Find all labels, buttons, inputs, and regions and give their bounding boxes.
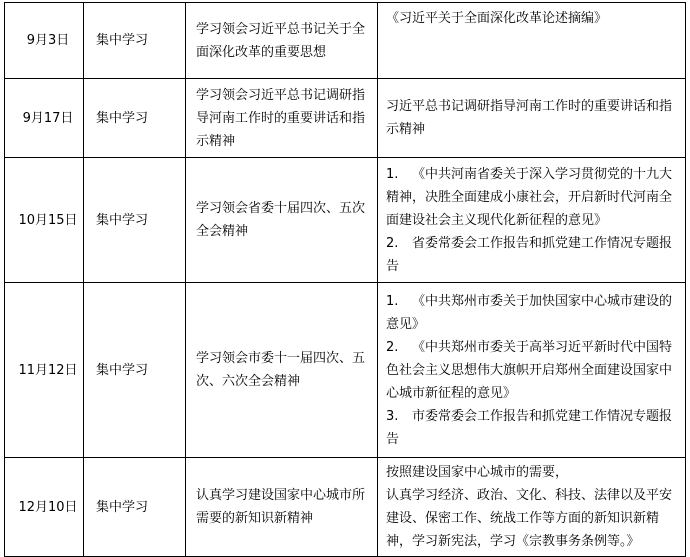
item-text: 《中共河南省委关于深入学习贯彻党的十九大精神，决胜全面建成小康社会，开启新时代河南全面建设社会主义现代化新征程的意见》 <box>386 166 673 228</box>
topic-cell: 学习领会习近平总书记关于全面深化改革的重要思想 <box>186 3 378 79</box>
content-line: 按照建设国家中心城市的需要， <box>386 465 569 480</box>
list-item <box>386 405 680 451</box>
table-row <box>5 458 686 557</box>
item-text: 《中共郑州市委关于高举习近平新时代中国特色社会主义思想伟大旗帜开启郑州全面建设国家中心城市新征程的意见》 <box>386 339 673 401</box>
content-cell <box>378 158 686 283</box>
date-cell: 9月17日 <box>5 79 84 158</box>
table-row <box>5 283 686 458</box>
type-cell: 集中学习 <box>84 158 186 283</box>
list-item <box>386 163 680 232</box>
study-schedule-table <box>4 2 686 557</box>
topic-cell: 学习领会省委十届四次、五次全会精神 <box>186 158 378 283</box>
item-number: 2. <box>386 235 399 251</box>
date-cell: 10月15日 <box>5 158 84 283</box>
type-cell: 集中学习 <box>84 458 186 557</box>
content-line: 认真学习经济、政治、文化、科技、法律以及平安建设、保密工作、统战工作等方面的新知识新精神，学习新宪法，学习《宗教事务条例等。》 <box>386 488 673 549</box>
table-row <box>5 3 686 79</box>
list-item <box>386 336 680 405</box>
date-cell: 11月12日 <box>5 283 84 458</box>
topic-cell: 学习领会习近平总书记调研指导河南工作时的重要讲话和指示精神 <box>186 79 378 158</box>
type-cell: 集中学习 <box>84 283 186 458</box>
item-number: 2. <box>386 339 399 355</box>
item-number: 1. <box>386 166 399 182</box>
item-text: 市委常委会工作报告和抓党建工作情况专题报告 <box>386 408 673 447</box>
item-number: 3. <box>386 408 399 424</box>
topic-cell: 认真学习建设国家中心城市所需要的新知识新精神 <box>186 458 378 557</box>
content-cell: 习近平总书记调研指导河南工作时的重要讲话和指示精神 <box>378 79 686 158</box>
content-cell <box>378 458 686 557</box>
item-text: 省委常委会工作报告和抓党建工作情况专题报告 <box>386 235 673 274</box>
topic-cell: 学习领会市委十一届四次、五次、六次全会精神 <box>186 283 378 458</box>
item-text: 《中共郑州市委关于加快国家中心城市建设的意见》 <box>386 293 673 332</box>
item-number: 1. <box>386 293 399 309</box>
type-cell: 集中学习 <box>84 3 186 79</box>
content-cell: 《习近平关于全面深化改革论述摘编》 <box>378 3 686 79</box>
list-item <box>386 290 680 336</box>
date-cell: 12月10日 <box>5 458 84 557</box>
type-cell: 集中学习 <box>84 79 186 158</box>
table-row <box>5 79 686 158</box>
table-row <box>5 158 686 283</box>
date-cell: 9月3日 <box>5 3 84 79</box>
list-item <box>386 232 680 278</box>
content-cell <box>378 283 686 458</box>
